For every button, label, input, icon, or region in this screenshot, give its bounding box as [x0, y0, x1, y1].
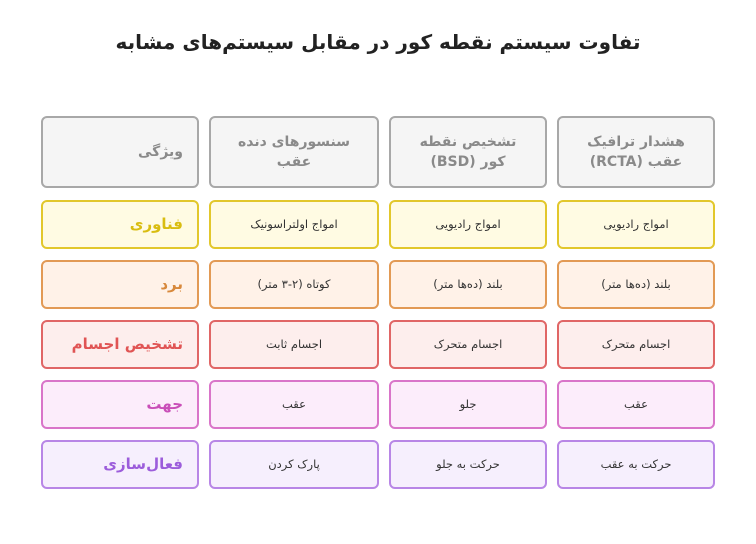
cell-sensors: عقب: [209, 380, 379, 429]
cell-bsd: جلو: [389, 380, 547, 429]
cell-sensors: امواج اولتراسونیک: [209, 200, 379, 249]
cell-bsd: بلند (ده‌ها متر): [389, 260, 547, 309]
cell-sensors: پارک کردن: [209, 440, 379, 489]
cell-rcta: بلند (ده‌ها متر): [557, 260, 715, 309]
row-label: جهت: [41, 380, 199, 429]
row-label: تشخیص اجسام: [41, 320, 199, 369]
row-label: فناوری: [41, 200, 199, 249]
cell-bsd: اجسام متحرک: [389, 320, 547, 369]
cell-bsd: حرکت به جلو: [389, 440, 547, 489]
header-bsd: تشخیص نقطه کور (BSD): [389, 116, 547, 188]
page-title: تفاوت سیستم نقطه کور در مقابل سیستم‌های مشابه: [115, 30, 641, 54]
cell-rcta: اجسام متحرک: [557, 320, 715, 369]
header-feature: ویژگی: [41, 116, 199, 188]
row-label: فعال‌سازی: [41, 440, 199, 489]
row-label: برد: [41, 260, 199, 309]
header-rcta: هشدار ترافیک عقب (RCTA): [557, 116, 715, 188]
cell-rcta: عقب: [557, 380, 715, 429]
cell-sensors: کوتاه (۲-۳ متر): [209, 260, 379, 309]
cell-bsd: امواج رادیویی: [389, 200, 547, 249]
cell-rcta: امواج رادیویی: [557, 200, 715, 249]
header-sensors: سنسورهای دنده عقب: [209, 116, 379, 188]
cell-rcta: حرکت به عقب: [557, 440, 715, 489]
cell-sensors: اجسام ثابت: [209, 320, 379, 369]
